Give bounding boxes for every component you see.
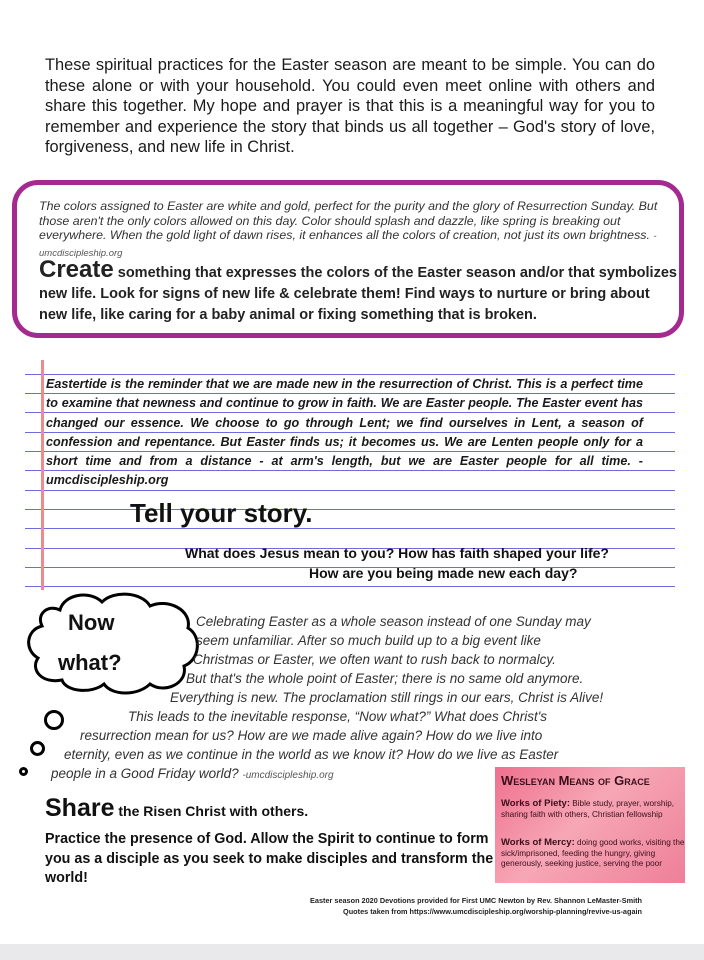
share-word: Share: [45, 794, 115, 822]
piety-text: Bible study, prayer, worship, sharing faith with others, Christian fellowship: [501, 799, 675, 819]
now-what-line: Christmas or Easter, we often want to rush back to normalcy.: [193, 652, 556, 667]
create-word: Create: [39, 256, 114, 283]
share-heading-rest: the Risen Christ with others.: [118, 803, 309, 819]
mercy-text: doing good works, visiting the sick/imprisoned, feeding the hungry, giving generously, seeking justice, serving the poor: [501, 838, 685, 868]
easter-colors-quote: [39, 199, 679, 261]
share-heading: [45, 794, 308, 823]
now-what-line: eternity, even as we continue in the world as we know it? How do we live as Easter: [64, 747, 559, 762]
piety-label: Works of Piety:: [501, 798, 570, 809]
notebook-margin-line: [41, 360, 44, 590]
mercy-label: Works of Mercy:: [501, 837, 575, 848]
credits: [300, 896, 642, 918]
quote-text: The colors assigned to Easter are white and gold, perfect for the purity and the glory of Resurrection Sunday. But those aren't the only colors allowed on this day. Color should splash and dazzle, like spring is breaking out everywhere. When the gold light of dawn rises, it enhances all the colors of creation, not just its own brightness.: [39, 199, 658, 243]
now-what-line: Celebrating Easter as a whole season instead of one Sunday may: [196, 614, 591, 629]
thought-bubble-large: [44, 710, 64, 730]
intro-paragraph: These spiritual practices for the Easter season are meant to be simple. You can do these alone or with your household. You could even meet online with others and share this together. My hope and prayer is that this is a meaningful way for you to remember and experience the story that binds us all together – God's story of love, forgiveness, and new life in Christ.: [45, 56, 655, 156]
works-of-mercy: [501, 838, 685, 870]
create-text: something that expresses the colors of the Easter season and/or that symbolizes new life. Look for signs of new life & celebrate them! Find ways to nurture or bring about new life, like caring for a baby animal or fixing something that is broken.: [39, 265, 677, 323]
now-what-line: Everything is new. The proclamation still rings in our ears, Christ is Alive!: [170, 690, 604, 705]
wesleyan-means-box: [495, 767, 685, 883]
wesleyan-title: Wesleyan Means of Grace: [501, 773, 650, 788]
thought-bubble-medium: [30, 741, 45, 756]
credits-line-1: Easter season 2020 Devotions provided for First UMC Newton by Rev. Shannon LeMaster-Smith: [310, 896, 642, 905]
notebook-paper-section: [25, 360, 675, 590]
create-instruction: [39, 256, 679, 326]
notebook-rule: [25, 586, 675, 587]
story-question-2: How are you being made new each day?: [309, 565, 578, 581]
thought-cloud-icon: [22, 588, 202, 696]
quote-source: -umcdiscipleship.org: [39, 231, 657, 259]
cloud-text-what: what?: [58, 650, 122, 675]
share-body: Practice the presence of God. Allow the Spirit to continue to form you as a disciple as you seek to make disciples and transform the world!: [45, 831, 494, 886]
cloud-text-now: Now: [68, 610, 115, 635]
eastertide-paragraph: Eastertide is the reminder that we are made new in the resurrection of Christ. This is a perfect time to examine that newness and continue to grow in faith. We are Easter people. The Easter event has changed our essence. We choose to go through Lent; we find ourselves in Lent, a season of confession and repentance. But Easter finds us; it becomes us. We are Lenten people only for a short time and from a distance - at arm's length, but we are Easter people for all time. -umcdiscipleship.org: [46, 377, 643, 488]
story-question-1: What does Jesus mean to you? How has faith shaped your life?: [185, 545, 609, 561]
page-bottom-edge: [0, 944, 704, 960]
credits-line-2: Quotes taken from https://www.umcdiscipleship.org/worship-planning/revive-us-again: [343, 906, 642, 916]
easter-colors-box: [12, 180, 684, 338]
notebook-rule: [25, 528, 675, 529]
now-what-line: But that's the whole point of Easter; there is no same old anymore.: [186, 671, 584, 686]
now-what-line: [51, 764, 334, 785]
now-what-source: -umcdiscipleship.org: [242, 770, 334, 781]
works-of-piety: [501, 799, 685, 820]
thought-bubble-small: [19, 767, 28, 776]
now-what-line: seem unfamiliar. After so much build up to a big event like: [196, 633, 541, 648]
notebook-rule: [25, 509, 675, 510]
now-what-line: This leads to the inevitable response, “Now what?” What does Christ's: [128, 709, 548, 724]
now-what-last-line: people in a Good Friday world?: [51, 766, 239, 781]
tell-your-story-title: Tell your story.: [130, 498, 313, 528]
now-what-line: resurrection mean for us? How are we made alive again? How do we live into: [80, 728, 543, 743]
